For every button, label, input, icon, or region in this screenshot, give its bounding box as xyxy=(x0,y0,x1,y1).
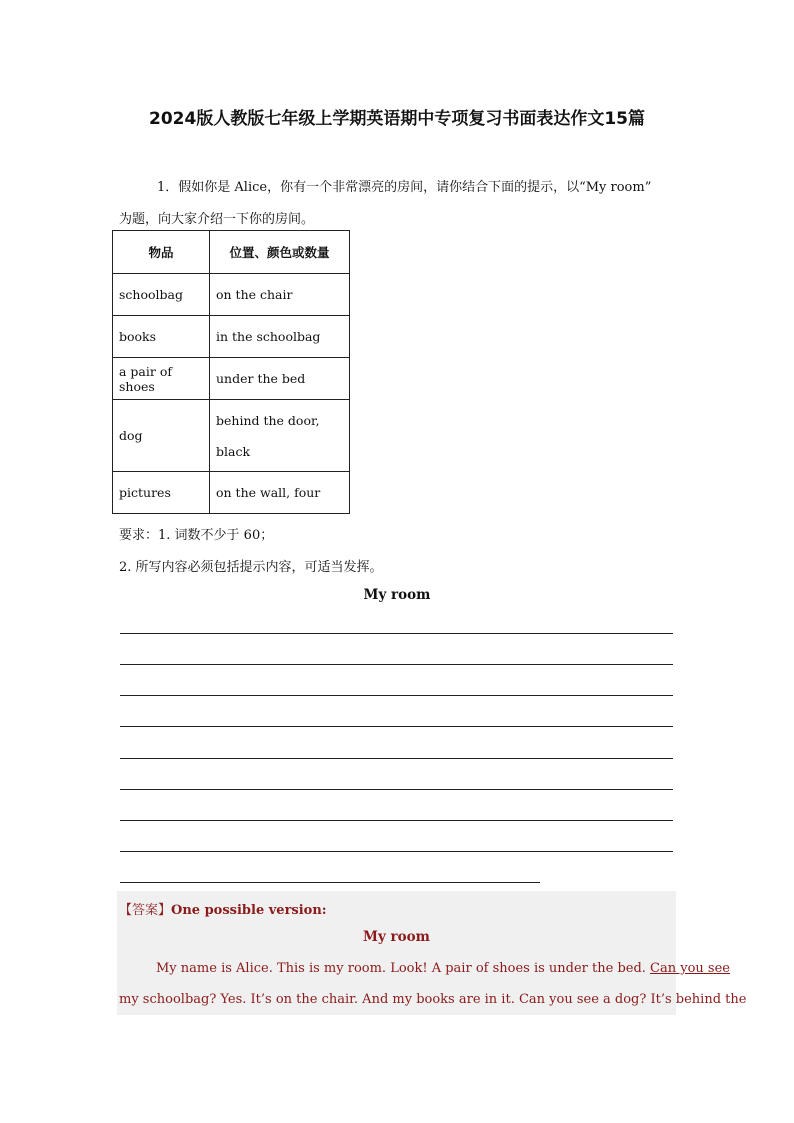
row-detail-line: black xyxy=(216,443,251,459)
requirement-1: 要求：1. 词数不少于 60； xyxy=(119,528,274,543)
answer-label-bracket: 【答案】 xyxy=(119,903,172,918)
question-1-prompt: 1．假如你是 Alice，你有一个非常漂亮的房间，请你结合下面的提示，以“My room” xyxy=(157,180,652,195)
writing-line[interactable] xyxy=(120,695,673,696)
row-detail: on the chair xyxy=(210,274,350,316)
table-row xyxy=(113,358,350,400)
writing-line[interactable] xyxy=(120,664,673,665)
document-title: 2024版人教版七年级上学期英语期中专项复习书面表达作文15篇 xyxy=(149,109,645,129)
answer-line xyxy=(156,961,730,976)
writing-line[interactable] xyxy=(120,789,673,790)
answer-label xyxy=(119,899,327,918)
header-detail: 位置、颜色或数量 xyxy=(210,231,350,274)
answer-section xyxy=(117,891,747,1015)
header-item: 物品 xyxy=(113,231,210,274)
table-row xyxy=(113,400,350,472)
question-1-prompt-continued: 为题，向大家介绍一下你的房间。 xyxy=(119,212,315,227)
essay-title: My room xyxy=(363,587,431,603)
row-item: pictures xyxy=(113,472,210,514)
writing-line[interactable] xyxy=(120,882,540,883)
writing-line[interactable] xyxy=(120,820,673,821)
row-item: schoolbag xyxy=(113,274,210,316)
writing-line[interactable] xyxy=(120,758,673,759)
answer-label-suffix: One possible version: xyxy=(171,903,327,918)
writing-line[interactable] xyxy=(120,726,673,727)
row-item: dog xyxy=(113,400,210,472)
writing-line[interactable] xyxy=(120,633,673,634)
row-item: a pair of shoes xyxy=(113,358,210,400)
row-detail: under the bed xyxy=(210,358,350,400)
row-detail: on the wall, four xyxy=(210,472,350,514)
answer-title: My room xyxy=(363,929,430,945)
requirement-2: 2. 所写内容必须包括提示内容，可适当发挥。 xyxy=(119,560,383,575)
row-detail-line: behind the door, xyxy=(216,412,320,428)
answer-line: my schoolbag? Yes. It’s on the chair. And my books are in it. Can you see a dog? It’s behind the xyxy=(119,992,747,1007)
table-row xyxy=(113,472,350,514)
writing-line[interactable] xyxy=(120,851,673,852)
table-row xyxy=(113,316,350,358)
row-item: books xyxy=(113,316,210,358)
answer-underlined-text: Can you see xyxy=(650,961,730,976)
table-header-row xyxy=(113,231,350,274)
hints-table xyxy=(112,230,350,514)
answer-text: My name is Alice. This is my room. Look! A pair of shoes is under the bed. xyxy=(156,961,651,976)
table-row xyxy=(113,274,350,316)
row-detail xyxy=(210,400,350,472)
row-detail: in the schoolbag xyxy=(210,316,350,358)
